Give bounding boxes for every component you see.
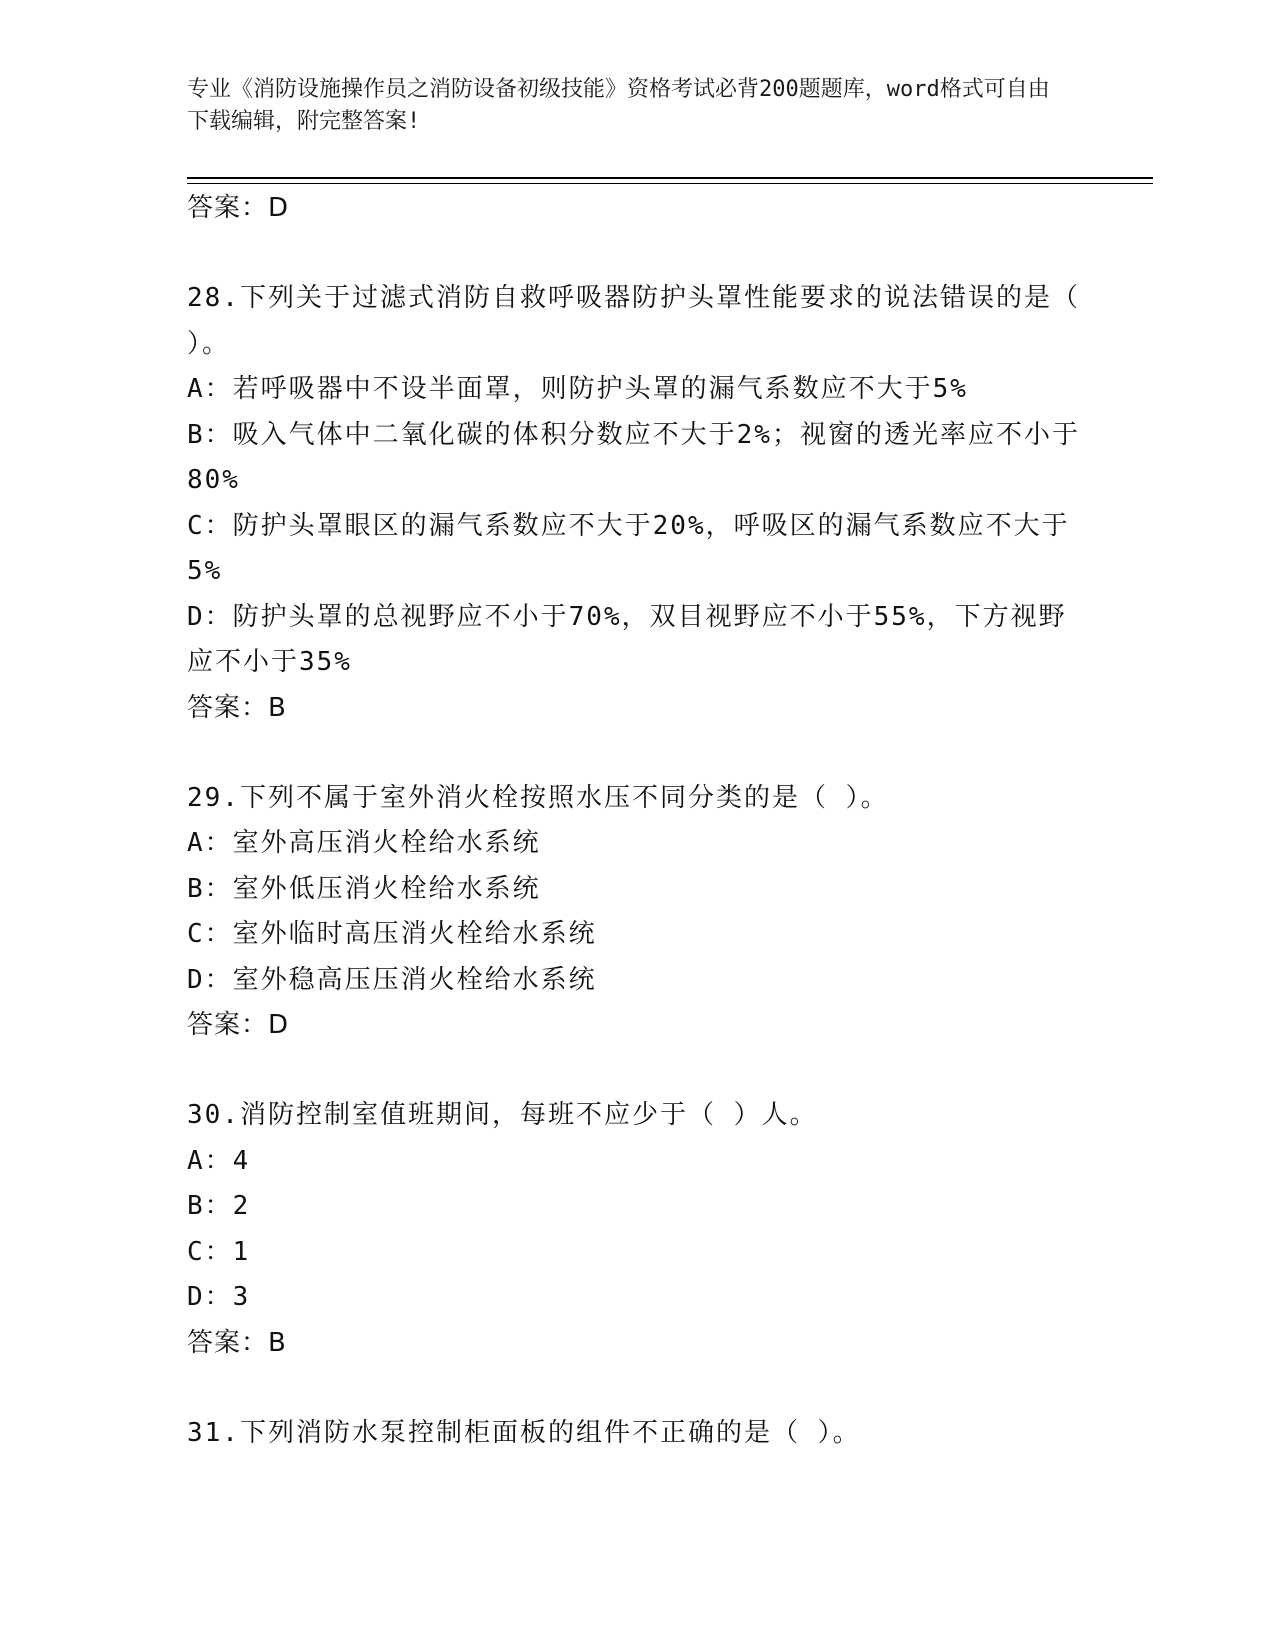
spacer [187,1048,1087,1093]
answer-line: 答案：D [187,1010,290,1040]
question-block-30 [187,1093,1087,1366]
option-d: D：室外稳高压压消火栓给水系统 [187,964,597,995]
option-b: B：室外低压消火栓给水系统 [187,873,541,904]
header-divider-thin [187,183,1153,184]
spacer [187,231,1087,276]
question-block-29 [187,776,1087,1049]
option-d: D：防护头罩的总视野应不小于70%，双目视野应不小于55%，下方视野应不小于35% [187,601,1067,677]
option-a: A：4 [187,1145,251,1176]
question-block-31 [187,1411,1087,1457]
question-text: 29.下列不属于室外消火栓按照水压不同分类的是（ ）。 [187,782,889,813]
option-d: D：3 [187,1282,251,1312]
question-text: 31.下列消防水泵控制柜面板的组件不正确的是（ ）。 [187,1417,861,1448]
spacer [187,731,1087,776]
header-divider [187,177,1153,179]
answer-line: 答案：D [187,193,290,223]
option-b: B：2 [187,1191,251,1221]
option-c: C：室外临时高压消火栓给水系统 [187,919,597,949]
question-block-28 [187,276,1087,731]
answer-line: 答案：B [187,1327,287,1358]
option-c: C：防护头罩眼区的漏气系数应不大于20%，呼吸区的漏气系数应不大于5% [187,510,1070,586]
option-a: A：若呼吸器中不设半面罩，则防护头罩的漏气系数应不大于5% [187,374,968,404]
document-header: 专业《消防设施操作员之消防设备初级技能》资格考试必背200题题库，word格式可自由下载编辑，附完整答案! [187,77,1050,134]
question-text: 30.消防控制室值班期间，每班不应少于（ ）人。 [187,1100,818,1130]
answer-line: 答案：B [187,692,287,723]
option-b: B：吸入气体中二氧化碳的体积分数应不大于2%；视窗的透光率应不小于80% [187,419,1080,495]
question-text: 28.下列关于过滤式消防自救呼吸器防护头罩性能要求的说法错误的是（ ）。 [187,283,1080,359]
question-list [187,186,1087,1456]
spacer [187,1366,1087,1411]
option-c: C：1 [187,1236,251,1267]
option-a: A：室外高压消火栓给水系统 [187,828,541,858]
